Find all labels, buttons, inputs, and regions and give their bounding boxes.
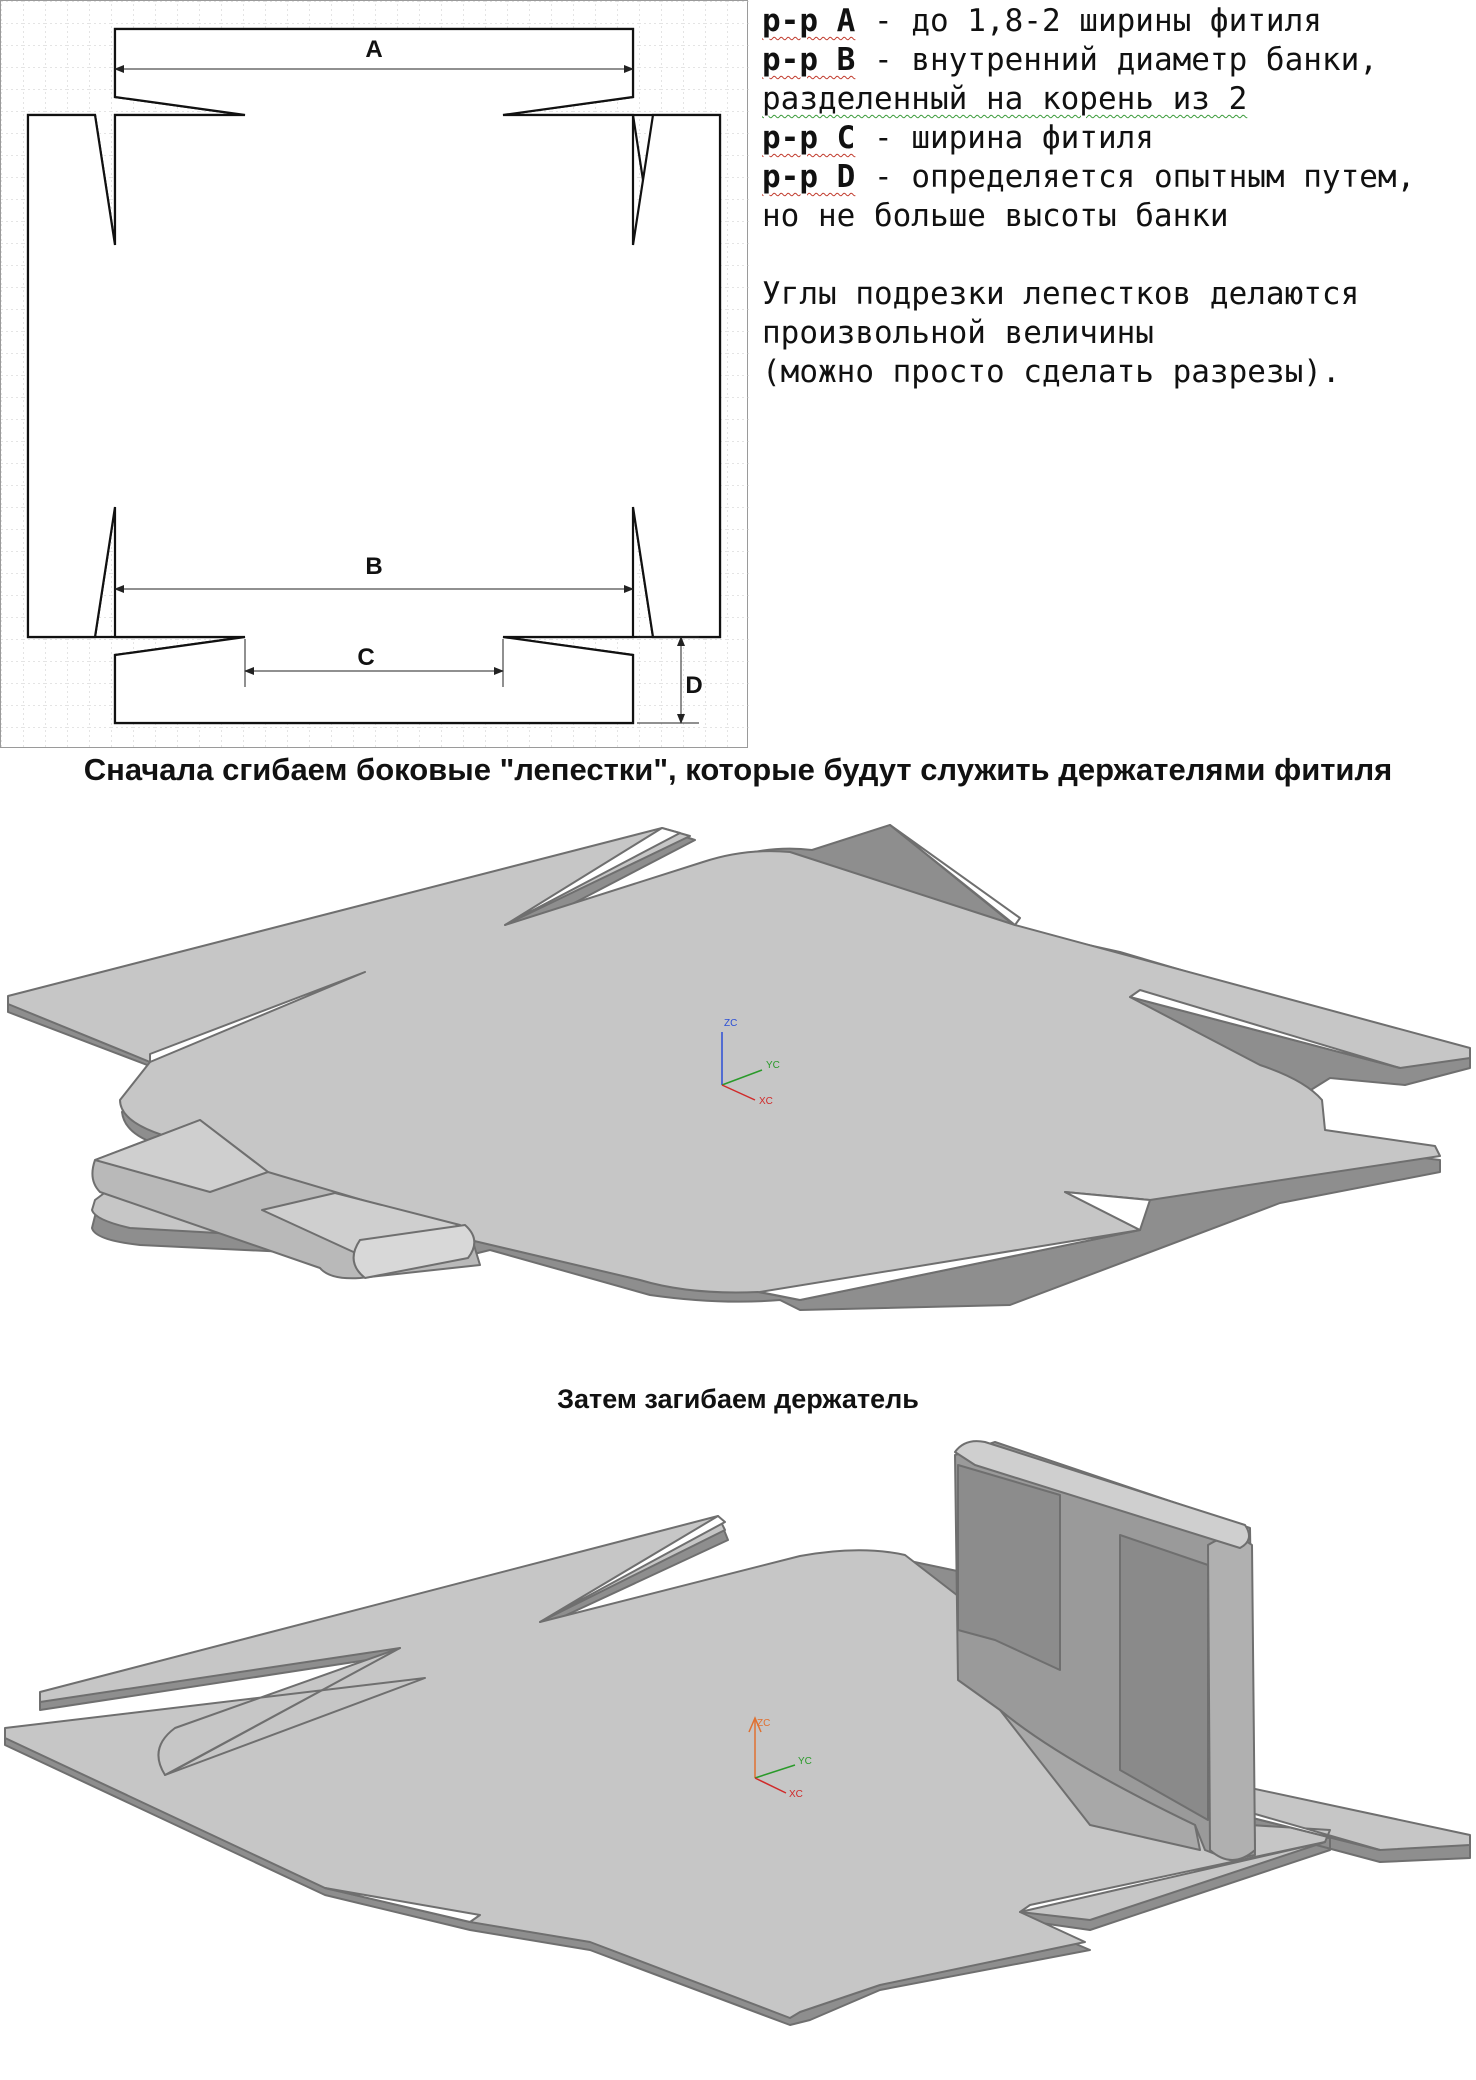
note-b-text: - внутренний диаметр банки,	[855, 42, 1378, 78]
note-c-prefix: р-р С	[762, 120, 856, 156]
note-a	[762, 2, 1476, 41]
dimension-c-label: C	[357, 644, 375, 671]
step1-caption: Сначала сгибаем боковые "лепестки", которые будут служить держателями фитиля	[83, 752, 1393, 787]
dimension-d-label: D	[685, 672, 703, 699]
note-b-text2: разделенный на корень из 2	[762, 81, 1248, 117]
step2-3d-view	[0, 1430, 1476, 2080]
axis2-x-label: XC	[789, 1789, 803, 1800]
flat-pattern-drawing	[0, 0, 748, 748]
note-d-text: - определяется опытным путем,	[855, 159, 1416, 195]
note-b	[762, 41, 1476, 80]
note-d	[762, 158, 1476, 197]
step2-svg	[0, 1430, 1476, 2080]
dimension-notes	[762, 2, 1476, 392]
note-p2-line1: Углы подрезки лепестков делаются	[762, 276, 1360, 312]
step1-svg	[0, 800, 1476, 1375]
note-d-text2: но не больше высоты банки	[762, 198, 1229, 234]
note-b-continued	[762, 80, 1476, 119]
dimension-a-label: A	[365, 36, 383, 63]
axis2-z-label: ZC	[757, 1718, 771, 1729]
dimension-b-label: B	[365, 553, 383, 580]
note-a-text: - до 1,8-2 ширины фитиля	[855, 3, 1322, 39]
step1-3d-view	[0, 800, 1476, 1375]
note-spacer	[762, 236, 1476, 275]
note-c	[762, 119, 1476, 158]
axis-x-label: XC	[759, 1096, 773, 1107]
axis-y-label: YC	[766, 1060, 780, 1071]
corner-notches	[28, 29, 720, 723]
sheet2-holder-roll	[1208, 1538, 1255, 1861]
note-p2-line3: (можно просто сделать разрезы).	[762, 354, 1341, 390]
sheet2-holder-face-right	[1120, 1535, 1208, 1820]
note-b-prefix: р-р В	[762, 42, 856, 78]
step2-caption: Затем загибаем держатель	[557, 1384, 919, 1414]
note-d-prefix: р-р D	[762, 159, 856, 195]
axis-z-label: ZC	[724, 1018, 738, 1029]
pattern-svg	[1, 1, 749, 749]
note-p2-line2: произвольной величины	[762, 315, 1154, 351]
note-a-prefix: р-р А	[762, 3, 856, 39]
note-d-continued	[762, 197, 1476, 236]
note-c-text: - ширина фитиля	[855, 120, 1154, 156]
axis2-y-label: YC	[798, 1756, 812, 1767]
